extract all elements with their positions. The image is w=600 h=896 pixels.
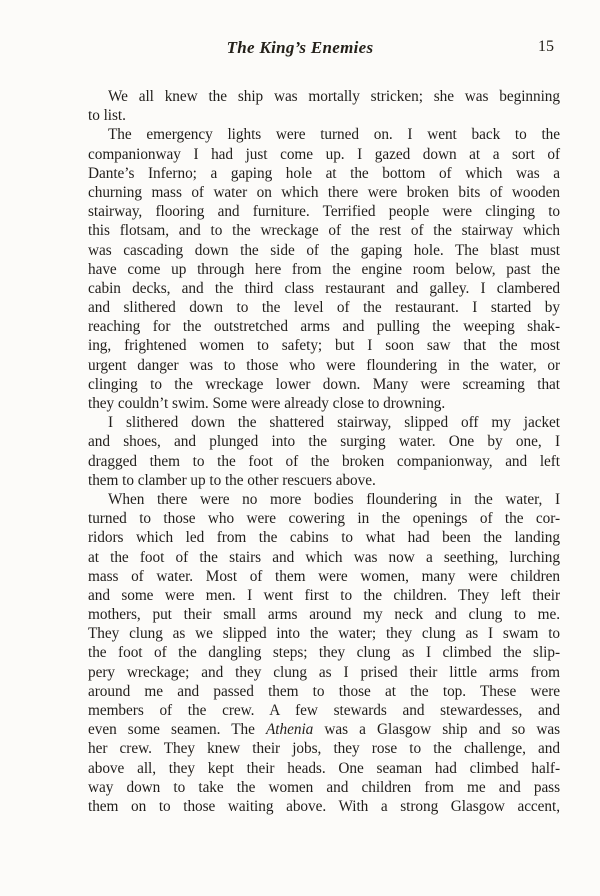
text-block	[88, 87, 560, 816]
text-line: her crew. They knew their jobs, they rose to the challenge, and	[88, 740, 560, 758]
text-line: stairway, flooring and furniture. Terrified people were clinging to	[88, 203, 560, 221]
text-line: churning mass of water on which there were broken bits of wooden	[88, 183, 560, 201]
text-line: above all, they kept their heads. One seaman had climbed half-	[88, 759, 560, 777]
text-line: pery wreckage; and they clung as I prised their little arms from	[88, 663, 560, 681]
paragraph	[88, 413, 560, 490]
text-line: this flotsam, and to the wreckage of the rest of the stairway which	[88, 222, 560, 240]
text-line: ing, frightened women to safety; but I soon saw that the most	[88, 337, 560, 355]
text-line: them to clamber up to the other rescuers above.	[88, 471, 376, 489]
text-line: way down to take the women and children from me and pass	[88, 778, 560, 796]
chapter-title: The King’s Enemies	[226, 38, 374, 57]
paragraph	[88, 490, 560, 816]
text-line: and shoes, and plunged into the surging water. One by one, I	[88, 433, 560, 451]
italic-text: Athenia	[266, 721, 314, 739]
text-line: was cascading down the side of the gaping hole. The blast must	[88, 241, 560, 259]
text-line: them on to those waiting above. With a strong Glasgow accent,	[88, 797, 560, 815]
text-line: mass of water. Most of them were women, many were children	[88, 567, 560, 585]
text-line: around me and passed them to those at the top. These were	[88, 682, 560, 700]
text-line: and some were men. I went first to the children. They left their	[88, 586, 560, 604]
text-line: clinging to the wreckage lower down. Many were screaming that	[88, 375, 560, 393]
text-line: cabin decks, and the third class restaurant and galley. I clambered	[88, 279, 560, 297]
page-number: 15	[538, 38, 554, 55]
text-line: The emergency lights were turned on. I went back to the	[108, 126, 560, 144]
text-line: they couldn’t swim. Some were already close to drowning.	[88, 395, 446, 412]
text-line: turned to those who were cowering in the openings of the cor-	[88, 510, 560, 528]
text-line: ridors which led from the cabins to what had been the landing	[88, 529, 560, 547]
paragraph	[88, 87, 560, 125]
text-line: mothers, put their small arms around my neck and clung to me.	[88, 606, 560, 624]
text-line: members of the crew. A few stewards and stewardesses, and	[88, 702, 560, 719]
paragraph	[88, 125, 560, 413]
text-line: We all knew the ship was mortally stricken; she was beginning	[108, 88, 560, 105]
text-line: When there were no more bodies floundering in the water, I	[108, 490, 560, 508]
text-line: urgent danger was to those who were floundering in the water, or	[88, 356, 560, 374]
text-line: companionway I had just come up. I gazed down at a sort of	[88, 145, 560, 163]
text-line: and slithered down to the level of the restaurant. I started by	[88, 299, 560, 317]
text-line: have come up through here from the engine room below, past the	[88, 260, 560, 278]
text-line: I slithered down the shattered stairway, slipped off my jacket	[108, 414, 560, 432]
text-line: Dante’s Inferno; a gaping hole at the bottom of which was a	[88, 164, 560, 182]
text-line: even some seamen. The Athenia was a Glasgow ship and so was	[88, 721, 560, 739]
text-line: at the foot of the stairs and which was now a seething, lurching	[88, 548, 560, 566]
text-line: to list.	[88, 107, 126, 125]
text-line: They clung as we slipped into the water; they clung as I swam to	[88, 625, 560, 643]
text-line: dragged them to the foot of the broken companionway, and left	[88, 452, 560, 470]
text-line: reaching for the outstretched arms and pulling the weeping shak-	[88, 318, 560, 336]
text-line: the foot of the dangling steps; they clung as I climbed the slip-	[88, 644, 560, 662]
running-header	[0, 38, 600, 58]
